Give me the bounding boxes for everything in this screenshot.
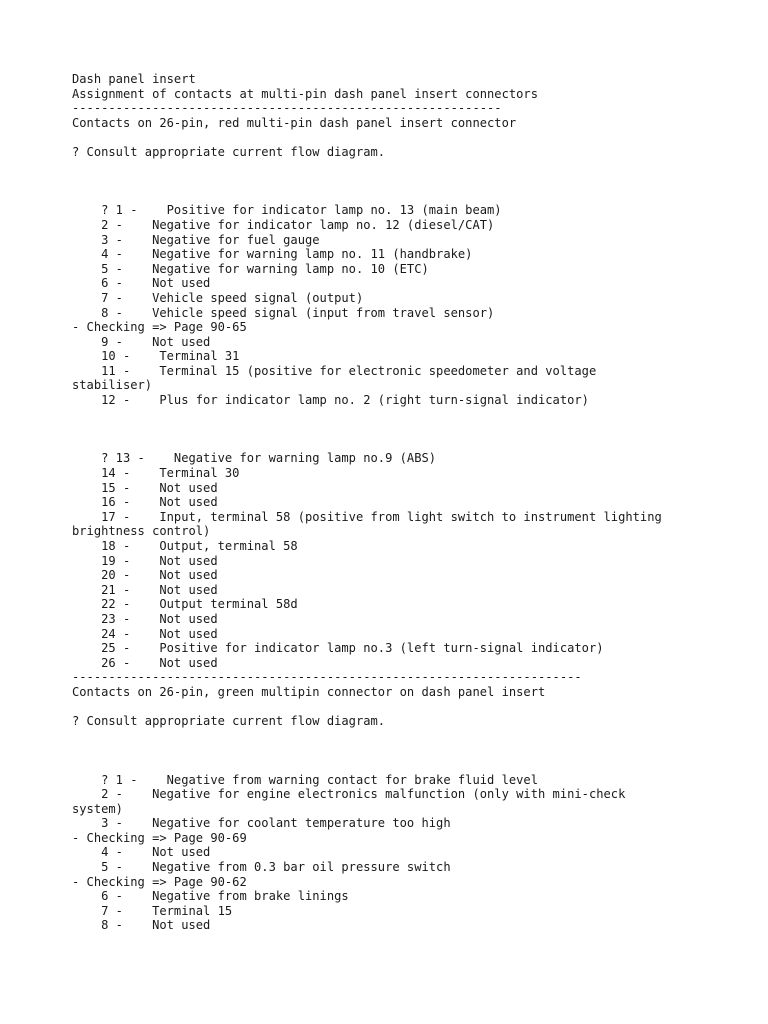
contact-entry: 15 - Not used [72, 480, 218, 495]
blank-line [72, 758, 752, 773]
contact-entry: 24 - Not used [72, 626, 218, 641]
contact-entry-continuation: brightness control) [72, 524, 211, 539]
contact-entry: 3 - Negative for coolant temperature too high [72, 816, 451, 831]
section-heading-green-connector: Contacts on 26-pin, green multipin connector on dash panel insert [72, 684, 546, 699]
contact-entry: 10 - Terminal 31 [72, 349, 240, 364]
contact-entry: 4 - Negative for warning lamp no. 11 (handbrake) [72, 247, 473, 262]
separator-line: ---------------------------------------------------------------------- [72, 670, 582, 685]
blank-line [72, 408, 752, 423]
blank-line [72, 130, 752, 145]
contact-entry: ? 13 - Negative for warning lamp no.9 (ABS) [72, 451, 437, 466]
contact-entry: 23 - Not used [72, 611, 218, 626]
document-title: Dash panel insert [72, 72, 196, 86]
blank-line [72, 437, 752, 452]
blank-line [72, 422, 752, 437]
contact-entry: 12 - Plus for indicator lamp no. 2 (right turn-signal indicator) [72, 393, 589, 408]
contact-entry: 21 - Not used [72, 582, 218, 597]
checking-reference: - Checking => Page 90-62 [72, 874, 247, 889]
contact-entry: 7 - Vehicle speed signal (output) [72, 290, 364, 305]
blank-line [72, 160, 752, 175]
contact-entry: 5 - Negative from 0.3 bar oil pressure switch [72, 860, 451, 875]
checking-reference: - Checking => Page 90-69 [72, 830, 247, 845]
document-page [72, 72, 752, 933]
contact-entry: 9 - Not used [72, 334, 211, 349]
contact-entry: 5 - Negative for warning lamp no. 10 (ETC) [72, 261, 429, 276]
contact-entry: 3 - Negative for fuel gauge [72, 232, 320, 247]
document-subtitle: Assignment of contacts at multi-pin dash panel insert connectors [72, 86, 538, 101]
contact-entry: 14 - Terminal 30 [72, 466, 240, 481]
blank-line [72, 729, 752, 744]
separator-line: ----------------------------------------------------------- [72, 101, 502, 116]
contact-entry: 17 - Input, terminal 58 (positive from light switch to instrument lighting [72, 509, 662, 524]
contact-entry: ? 1 - Positive for indicator lamp no. 13 (main beam) [72, 203, 502, 218]
contact-entry: 6 - Negative from brake linings [72, 889, 349, 904]
contact-entry: 20 - Not used [72, 568, 218, 583]
contact-entry: 18 - Output, terminal 58 [72, 539, 298, 553]
note-consult-diagram: ? Consult appropriate current flow diagram. [72, 714, 386, 729]
blank-line [72, 189, 752, 204]
contact-entry: 8 - Not used [72, 918, 211, 933]
contact-entry: 4 - Not used [72, 845, 211, 860]
contact-entry: 8 - Vehicle speed signal (input from travel sensor) [72, 305, 495, 320]
checking-reference: - Checking => Page 90-65 [72, 320, 247, 335]
contact-entry: 7 - Terminal 15 [72, 903, 233, 918]
contact-entry-continuation: system) [72, 801, 123, 816]
contact-entry: 2 - Negative for engine electronics malfunction (only with mini-check [72, 787, 626, 802]
contact-entry: 22 - Output terminal 58d [72, 597, 298, 612]
blank-line [72, 743, 752, 758]
contact-entry: ? 1 - Negative from warning contact for brake fluid level [72, 772, 538, 787]
blank-line [72, 700, 752, 715]
contact-entry: 11 - Terminal 15 (positive for electronic speedometer and voltage [72, 363, 597, 378]
contact-entry: 2 - Negative for indicator lamp no. 12 (diesel/CAT) [72, 217, 495, 232]
contact-entry: 26 - Not used [72, 655, 218, 670]
note-consult-diagram: ? Consult appropriate current flow diagram. [72, 144, 386, 159]
contact-entry: 6 - Not used [72, 276, 211, 291]
blank-line [72, 174, 752, 189]
contact-entry: 16 - Not used [72, 495, 218, 510]
contact-entry: 25 - Positive for indicator lamp no.3 (left turn-signal indicator) [72, 641, 604, 656]
contact-entry-continuation: stabiliser) [72, 378, 153, 393]
contact-entry: 19 - Not used [72, 553, 218, 568]
section-heading-red-connector: Contacts on 26-pin, red multi-pin dash panel insert connector [72, 115, 517, 130]
